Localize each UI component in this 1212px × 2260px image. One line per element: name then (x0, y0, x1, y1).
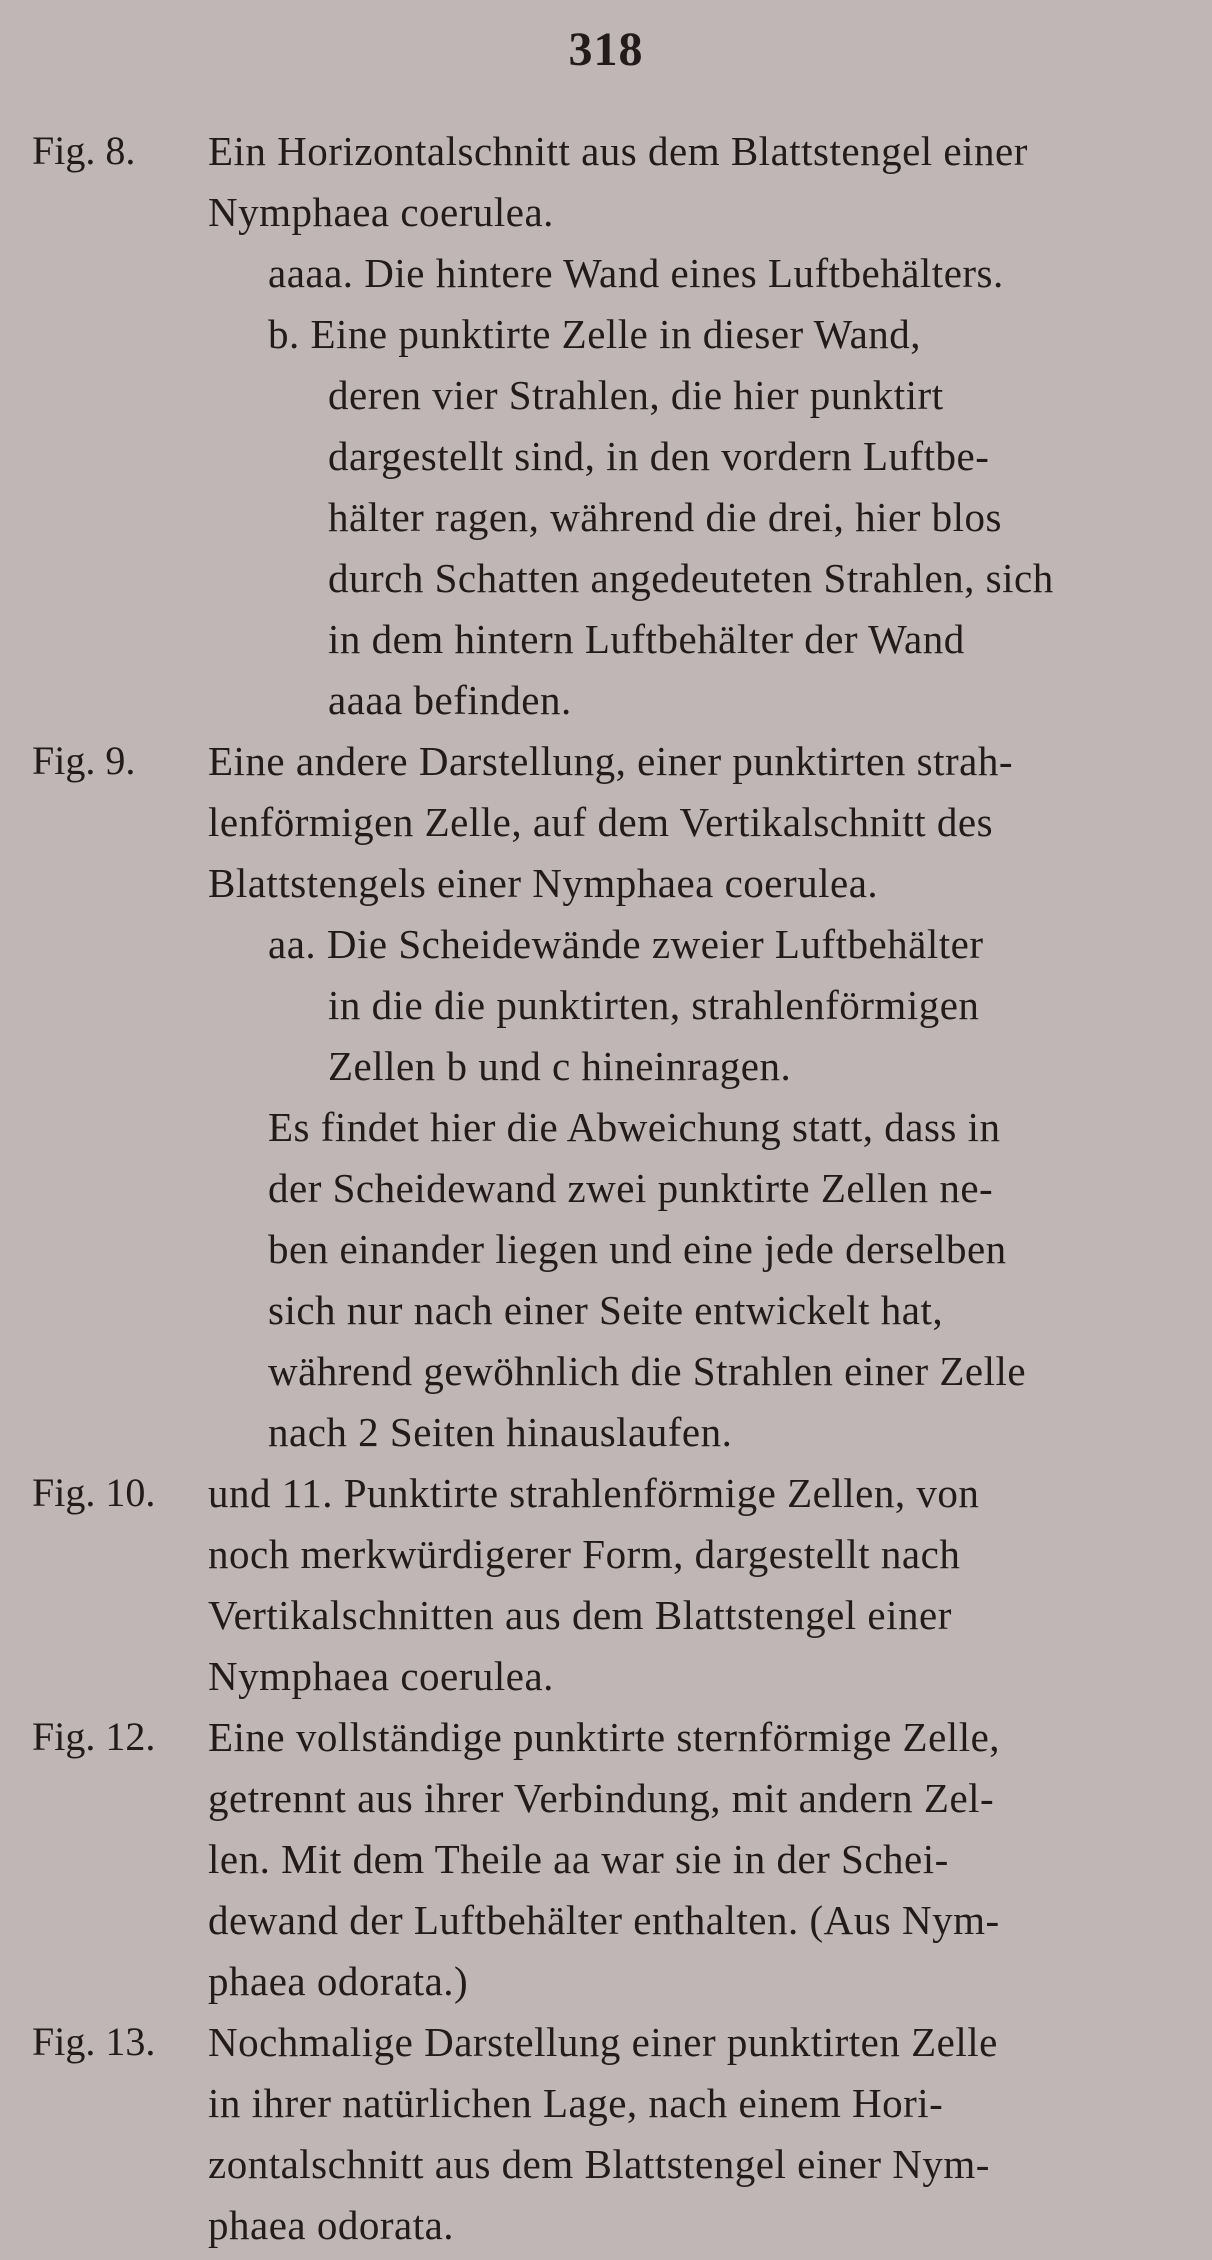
fig-8-line-4: b. Eine punktirte Zelle in dieser Wand, (268, 311, 922, 357)
fig-8-line-7: hälter ragen, während die drei, hier blos (328, 494, 1002, 540)
fig-12-line-1: Eine vollständige punktirte sternförmige Zelle, (208, 1714, 1001, 1760)
fig-12-label: Fig. 12. (32, 1714, 156, 1759)
fig-13-line-4: phaea odorata. (208, 2202, 455, 2248)
page-number: 318 (568, 23, 644, 76)
fig-10-label: Fig. 10. (32, 1470, 156, 1515)
fig-9-line-3: Blattstengels einer Nymphaea coerulea. (208, 860, 879, 906)
fig-9-line-9: ben einander liegen und eine jede derselben (268, 1226, 1007, 1272)
fig-9-line-5: in die die punktirten, strahlenförmigen (328, 982, 980, 1028)
fig-10-line-4: Nymphaea coerulea. (208, 1653, 554, 1699)
fig-8-line-2: Nymphaea coerulea. (208, 189, 554, 235)
fig-12-line-4: dewand der Luftbehälter enthalten. (Aus Nym- (208, 1897, 1000, 1943)
fig-8-line-8: durch Schatten angedeuteten Strahlen, sich (328, 555, 1054, 601)
fig-12-line-2: getrennt aus ihrer Verbindung, mit andern Zel- (208, 1775, 995, 1821)
fig-13-label: Fig. 13. (32, 2019, 156, 2064)
fig-8-line-5: deren vier Strahlen, die hier punktirt (328, 372, 944, 418)
fig-13-line-3: zontalschnitt aus dem Blattstengel einer Nym- (208, 2141, 990, 2187)
fig-8-line-10: aaaa befinden. (328, 677, 572, 723)
fig-12-line-5: phaea odorata.) (208, 1958, 469, 2004)
fig-9-line-7: Es findet hier die Abweichung statt, dass in (268, 1104, 1001, 1150)
fig-9-line-11: während gewöhnlich die Strahlen einer Zelle (268, 1348, 1027, 1394)
fig-13-line-2: in ihrer natürlichen Lage, nach einem Hori- (208, 2080, 944, 2126)
fig-9-line-2: lenförmigen Zelle, auf dem Vertikalschnitt des (208, 799, 994, 845)
fig-9-label: Fig. 9. (32, 738, 136, 783)
fig-9-line-4: aa. Die Scheidewände zweier Luftbehälter (268, 921, 984, 967)
fig-9-line-12: nach 2 Seiten hinauslaufen. (268, 1409, 733, 1455)
fig-13-line-1: Nochmalige Darstellung einer punktirten Zelle (208, 2019, 998, 2065)
fig-10-line-3: Vertikalschnitten aus dem Blattstengel einer (208, 1592, 952, 1638)
fig-8-line-6: dargestellt sind, in den vordern Luftbe- (328, 433, 990, 479)
fig-10-line-2: noch merkwürdigerer Form, dargestellt nach (208, 1531, 961, 1577)
fig-9-line-10: sich nur nach einer Seite entwickelt hat, (268, 1287, 944, 1333)
fig-9-line-1: Eine andere Darstellung, einer punktirten strah- (208, 738, 1013, 784)
fig-8-label: Fig. 8. (32, 128, 136, 173)
fig-12-line-3: len. Mit dem Theile aa war sie in der Schei- (208, 1836, 949, 1882)
fig-8-line-9: in dem hintern Luftbehälter der Wand (328, 616, 965, 662)
fig-9-line-6: Zellen b und c hineinragen. (328, 1043, 792, 1089)
fig-8-line-1: Ein Horizontalschnitt aus dem Blattstengel einer (208, 128, 1028, 174)
fig-9-line-8: der Scheidewand zwei punktirte Zellen ne- (268, 1165, 994, 1211)
fig-8-line-3: aaaa. Die hintere Wand eines Luftbehälters. (268, 250, 1004, 296)
fig-10-line-1: und 11. Punktirte strahlenförmige Zellen, von (208, 1470, 980, 1516)
